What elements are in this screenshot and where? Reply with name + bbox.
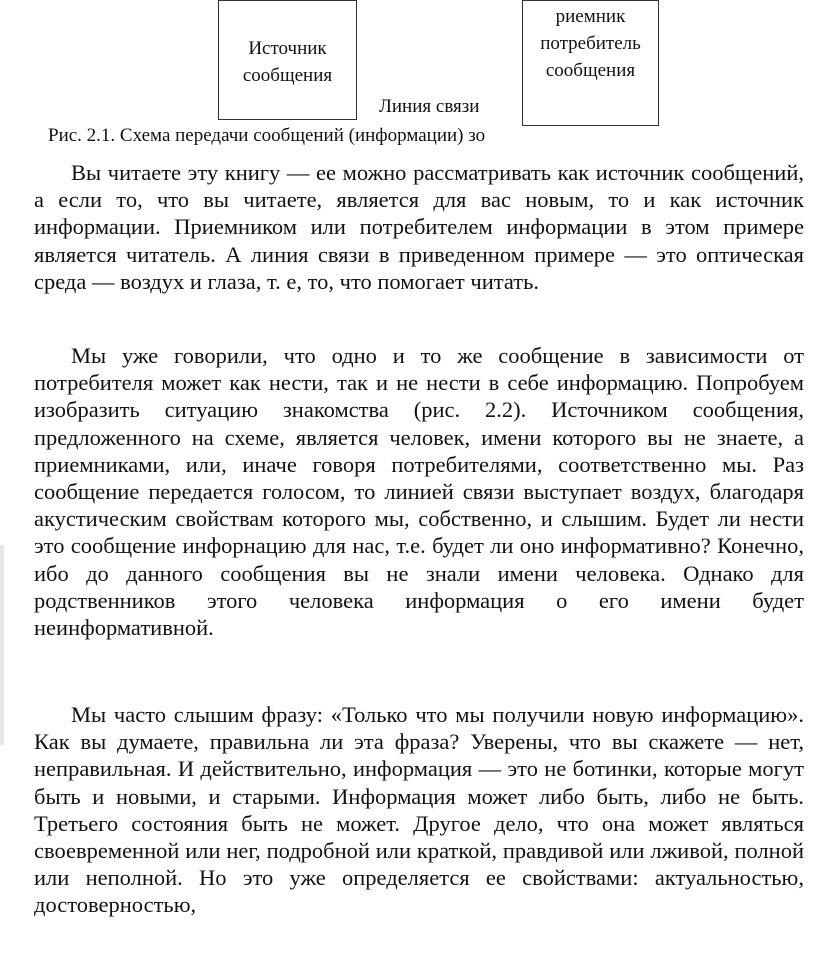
source-box-label [219, 35, 356, 89]
source-box-line-2: сообщения [242, 65, 333, 86]
receiver-box-line-3: сообщения [545, 60, 636, 81]
figure-caption: Рис. 2.1. Схема передачи сообщений (информации) зо [48, 125, 486, 146]
paragraph-1: Вы читаете эту книгу — ее можно рассматривать как источник сообщений, а если то, что вы читаете, является для вас новым, то и как источник информации. Приемником или потребителем информации в этом примере является читатель. А линия связи в приведенном примере — это оптическая среда — воздух и глаза, т. е, то, что помогает читать. [34, 160, 804, 294]
source-box-line-1: Источник [248, 38, 327, 59]
scan-edge-mark [0, 545, 4, 745]
paragraph-2: Мы уже говорили, что одно и то же сообщение в зависимости от потребителя может как нести, так и не нести в себе информацию. Попробуем изобразить ситуацию знакомства (рис. 2.2). Источником сообщения, предложенного на схеме, является человек, имени которого вы не знаете, а приемниками, или, иначе говоря потребителями, соответственно мы. Раз сообщение передается голосом, то линией связи выступает воздух, благодаря акустическим свойствам которого мы, собственно, и слышим. Будет ли нести это сообщение инфорнацию для нас, т.е. будет ли оно информативно? Конечно, ибо до данного сообщения вы не знали имени человека. Однако для родственников этого человека информация о его имени будет неинформативной. [34, 343, 804, 641]
line-label: Линия связи [379, 96, 480, 117]
receiver-box-line-2: потребитель [540, 33, 641, 54]
receiver-box [522, 0, 659, 126]
paragraph-3: Мы часто слышим фразу: «Только что мы получили новую информацию». Как вы думаете, правильна ли эта фраза? Уверены, что вы скажете — нет, неправильная. И действительно, информация — это не ботинки, которые могут быть и новыми, и старыми. Информация может либо быть, либо не быть. Третьего состояния быть не может. Другое дело, что она может являться своевременной или нег, подробной или краткой, правдивой или лживой, полной или неполной. Но это уже определяется ее свойствами: актуальностью, достоверностью, [34, 702, 804, 918]
receiver-box-label [523, 3, 658, 84]
source-box [218, 0, 357, 120]
receiver-box-line-1: риемник [555, 6, 626, 27]
